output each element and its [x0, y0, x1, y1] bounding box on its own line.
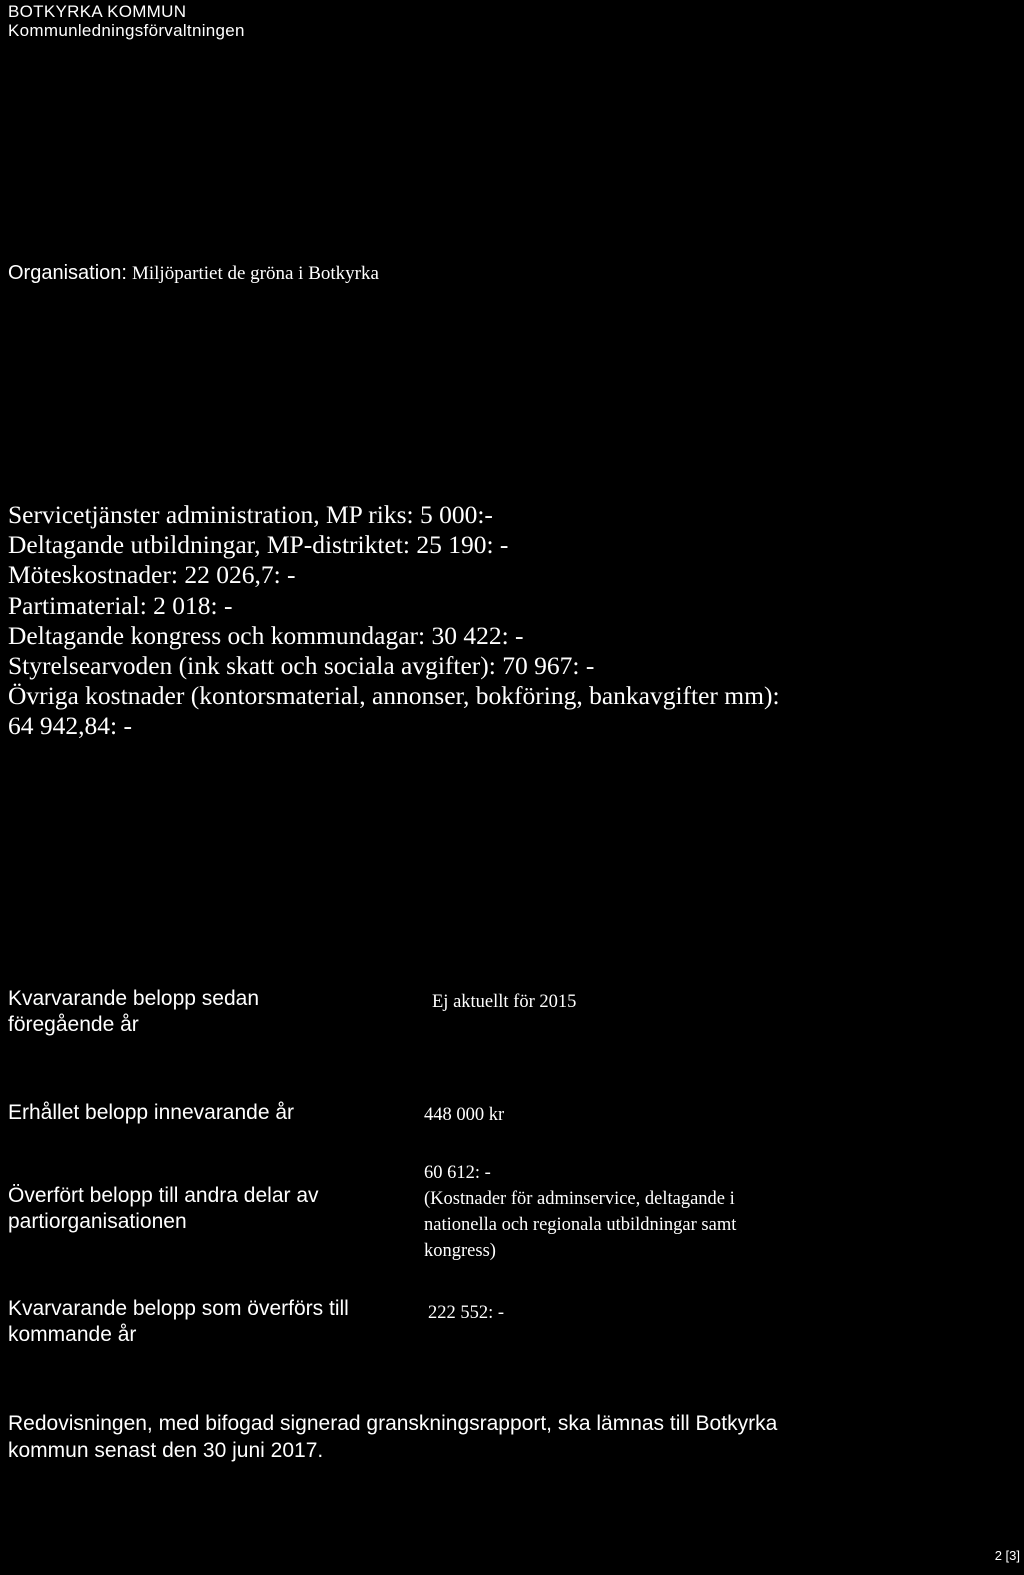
cost-item: Servicetjänster administration, MP riks: 5 000:-	[8, 500, 493, 529]
cost-list	[8, 500, 1008, 742]
row-value: 222 552: -	[428, 1303, 505, 1323]
value-line: (Kostnader för adminservice, deltagande i	[424, 1189, 735, 1209]
note-line: kommun senast den 30 juni 2017.	[8, 1439, 324, 1462]
row-transferred	[8, 1160, 1008, 1272]
row-label	[8, 1296, 408, 1348]
label-line: Överfört belopp till andra delar av	[8, 1184, 319, 1207]
cost-item: 64 942,84: -	[8, 711, 132, 741]
row-label	[8, 986, 408, 1038]
note-line: Redovisningen, med bifogad signerad granskningsrapport, ska lämnas till Botkyrka	[8, 1412, 778, 1435]
row-remaining-previous	[8, 986, 1008, 1042]
row-value: Ej aktuellt för 2015	[432, 992, 577, 1012]
label-line: partiorganisationen	[8, 1210, 187, 1233]
label-line: Kvarvarande belopp sedan	[8, 987, 260, 1010]
row-remaining-next	[8, 1296, 1008, 1352]
page-number: 2 [3]	[994, 1548, 1020, 1563]
label-line: Kvarvarande belopp som överförs till	[8, 1297, 349, 1320]
organisation-value: Miljöpartiet de gröna i Botkyrka	[131, 263, 379, 284]
label-line: föregående år	[8, 1013, 139, 1036]
cost-item: Deltagande utbildningar, MP-distriktet: 25 190: -	[8, 530, 509, 560]
row-label: Erhållet belopp innevarande år	[8, 1101, 295, 1124]
cost-item: Partimaterial: 2 018: -	[8, 590, 233, 620]
organisation-label: Organisation:	[8, 262, 127, 284]
organisation-line	[8, 259, 379, 288]
document-header	[8, 2, 245, 40]
department-name: Kommunledningsförvaltningen	[8, 21, 245, 40]
row-value	[424, 1160, 904, 1264]
row-label	[8, 1183, 408, 1235]
submission-note	[8, 1410, 1008, 1464]
municipality-name: BOTKYRKA KOMMUN	[8, 2, 187, 21]
cost-item: Styrelsearvoden (ink skatt och sociala avgifter): 70 967: -	[8, 651, 595, 681]
cost-item: Deltagande kongress och kommundagar: 30 422: -	[8, 620, 524, 650]
value-line: nationella och regionala utbildningar samt	[424, 1215, 737, 1235]
value-line: 60 612: -	[424, 1163, 491, 1183]
cost-item: Övriga kostnader (kontorsmaterial, annonser, bokföring, bankavgifter mm):	[8, 681, 780, 711]
row-received	[8, 1100, 1008, 1130]
cost-item: Möteskostnader: 22 026,7: -	[8, 560, 296, 590]
label-line: kommande år	[8, 1323, 137, 1346]
row-value: 448 000 kr	[424, 1105, 505, 1125]
value-line: kongress)	[424, 1241, 496, 1261]
